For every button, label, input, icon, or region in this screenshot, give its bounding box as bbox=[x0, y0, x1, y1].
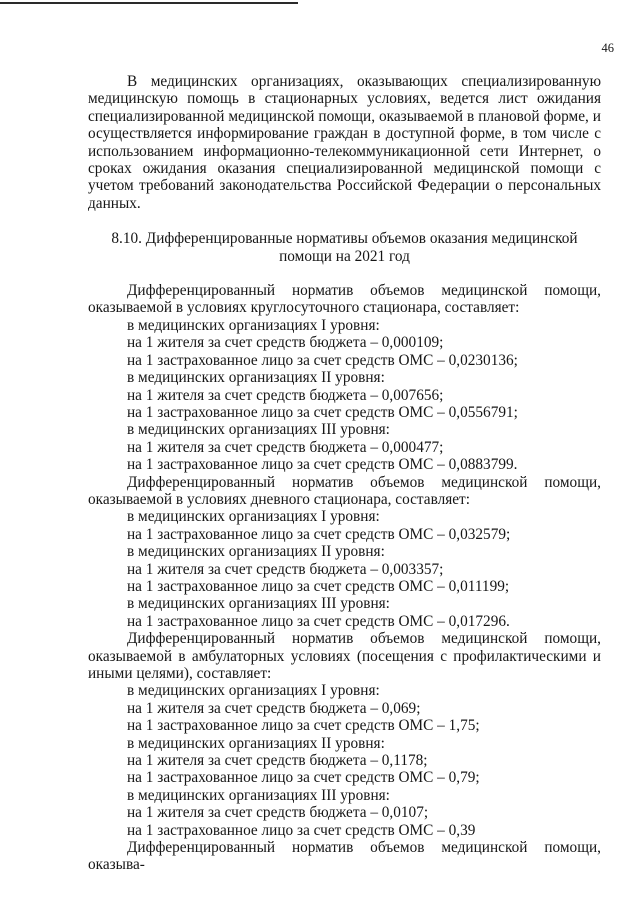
norm-line: в медицинских организациях II уровня: bbox=[127, 734, 385, 752]
norm-line: на 1 застрахованное лицо за счет средств ОМС – 0,79; bbox=[127, 769, 480, 787]
norm-line: на 1 застрахованное лицо за счет средств ОМС – 0,39 bbox=[127, 821, 476, 839]
norm-line: на 1 жителя за счет средств бюджета – 0,000477; bbox=[127, 438, 444, 456]
norm-line: на 1 застрахованное лицо за счет средств ОМС – 0,017296. bbox=[127, 612, 510, 630]
inpatient-norms-block bbox=[88, 282, 601, 473]
norm-line: в медицинских организациях III уровня: bbox=[127, 421, 390, 439]
norm-line: в медицинских организациях I уровня: bbox=[127, 682, 380, 700]
norm-line: на 1 жителя за счет средств бюджета – 0,1178; bbox=[127, 752, 428, 770]
block-lead-paragraph: Дифференцированный норматив объемов медицинской помощи, оказываемой в условиях дневного стационара, составляет: bbox=[88, 473, 601, 508]
norm-line: на 1 застрахованное лицо за счет средств ОМС – 1,75; bbox=[127, 717, 480, 735]
norm-line: в медицинских организациях II уровня: bbox=[127, 369, 385, 387]
norm-line: на 1 застрахованное лицо за счет средств ОМС – 0,0883799. bbox=[127, 456, 518, 474]
norm-line: на 1 жителя за счет средств бюджета – 0,007656; bbox=[127, 386, 444, 404]
intro-paragraph: В медицинских организациях, оказывающих специализированную медицинскую помощь в стационарных условиях, ведется лист ожидания специализированной медицинской помощи, оказываемой в плановой форме, и осуществляется информирование граждан в доступной форме, в том числе с использованием информационно-телекоммуникационной сети Интернет, о сроках ожидания оказания специализированной медицинской помощи с учетом требований законодательства Российской Федерации о персональных данных. bbox=[88, 73, 601, 212]
norm-line: в медицинских организациях I уровня: bbox=[127, 508, 380, 526]
norm-line: в медицинских организациях III уровня: bbox=[127, 595, 390, 613]
norm-line: на 1 застрахованное лицо за счет средств ОМС – 0,032579; bbox=[127, 525, 511, 543]
norm-line: на 1 жителя за счет средств бюджета – 0,069; bbox=[127, 699, 421, 717]
norm-line: в медицинских организациях III уровня: bbox=[127, 786, 390, 804]
norm-line: в медицинских организациях II уровня: bbox=[127, 543, 385, 561]
outpatient-norms-block bbox=[88, 630, 601, 839]
norm-line: на 1 жителя за счет средств бюджета – 0,003357; bbox=[127, 560, 444, 578]
section-title: 8.10. Дифференцированные нормативы объемов оказания медицинской помощи на 2021 год bbox=[111, 230, 578, 265]
page-number: 46 bbox=[601, 41, 614, 55]
document-body bbox=[88, 73, 601, 874]
trailing-paragraph: Дифференцированный норматив объемов медицинской помощи, оказыва- bbox=[88, 839, 601, 874]
top-edge-rule bbox=[0, 2, 298, 4]
norm-line: на 1 жителя за счет средств бюджета – 0,000109; bbox=[127, 334, 444, 352]
day-hospital-norms-block bbox=[88, 474, 601, 631]
norm-line: на 1 застрахованное лицо за счет средств ОМС – 0,0556791; bbox=[127, 403, 518, 421]
block-lead-paragraph: Дифференцированный норматив объемов медицинской помощи, оказываемой в амбулаторных условиях (посещения с профилактическими и иными целями), составляет: bbox=[88, 630, 601, 682]
norm-line: на 1 застрахованное лицо за счет средств ОМС – 0,0230136; bbox=[127, 351, 518, 369]
norm-line: на 1 жителя за счет средств бюджета – 0,0107; bbox=[127, 804, 429, 822]
block-lead-paragraph: Дифференцированный норматив объемов медицинской помощи, оказываемой в условиях круглосуточного стационара, составляет: bbox=[88, 282, 601, 317]
norm-line: в медицинских организациях I уровня: bbox=[127, 316, 380, 334]
norm-line: на 1 застрахованное лицо за счет средств ОМС – 0,011199; bbox=[127, 577, 510, 595]
